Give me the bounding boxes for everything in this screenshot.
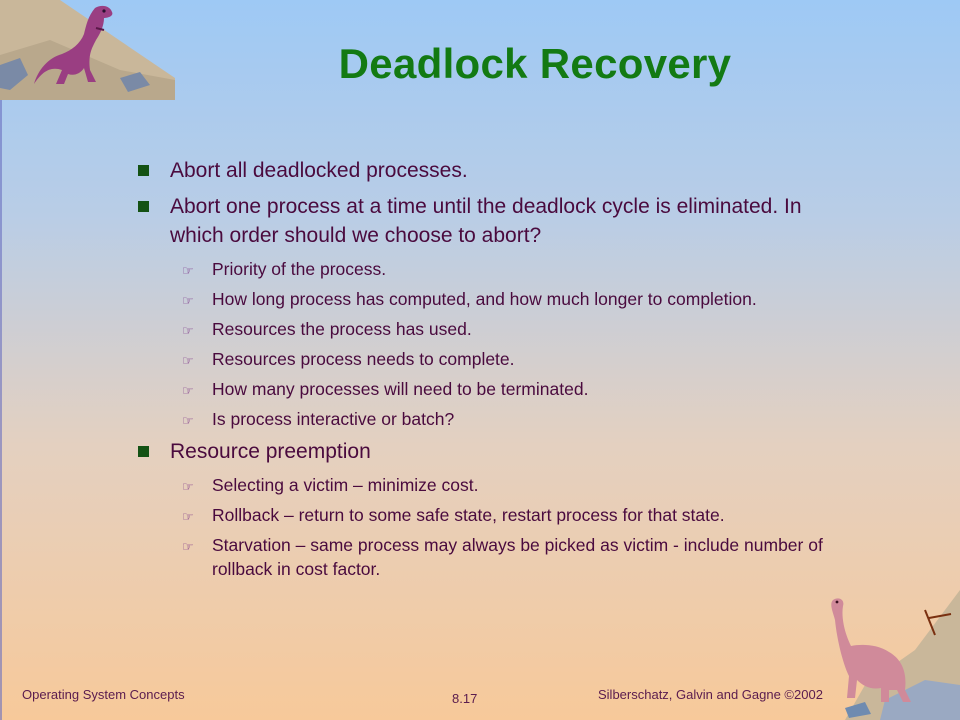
sub-bullet-text: Is process interactive or batch? (212, 409, 455, 429)
square-bullet-icon (138, 165, 149, 176)
pointing-hand-icon: ☞ (182, 414, 194, 429)
sub-bullet (130, 407, 860, 431)
sub-bullet (130, 533, 860, 581)
footer-copyright: Silberschatz, Galvin and Gagne ©2002 (598, 687, 823, 702)
pointing-hand-icon: ☞ (182, 324, 194, 339)
pointing-hand-icon: ☞ (182, 384, 194, 399)
sub-bullet (130, 287, 860, 311)
bullet-abort-one (130, 192, 860, 250)
pointing-hand-icon: ☞ (182, 354, 194, 369)
left-edge-line (0, 0, 2, 720)
bullet-text: Resource preemption (170, 440, 371, 463)
bullet-text: Abort one process at a time until the deadlock cycle is eliminated. In which order should we choose to abort? (170, 195, 802, 247)
pointing-hand-icon: ☞ (182, 480, 194, 495)
brontosaurus-dinosaur-icon (825, 590, 960, 720)
sub-bullet-text: Resources process needs to complete. (212, 349, 515, 369)
sub-bullet (130, 473, 860, 497)
pointing-hand-icon: ☞ (182, 510, 194, 525)
bullet-text: Abort all deadlocked processes. (170, 159, 468, 182)
square-bullet-icon (138, 446, 149, 457)
sub-bullet (130, 377, 860, 401)
pointing-hand-icon: ☞ (182, 264, 194, 279)
t-rex-dinosaur-icon (0, 0, 175, 100)
sub-bullet (130, 257, 860, 281)
sub-bullet-text: Starvation – same process may always be picked as victim - include number of rollback in cost factor. (212, 535, 823, 579)
sub-bullet-text: Selecting a victim – minimize cost. (212, 475, 479, 495)
bullet-resource-preemption (130, 437, 860, 466)
slide-title: Deadlock Recovery (338, 40, 732, 87)
bullet-abort-all (130, 156, 860, 185)
footer-course-name: Operating System Concepts (22, 687, 185, 702)
sub-bullet-text: Rollback – return to some safe state, restart process for that state. (212, 505, 725, 525)
sub-bullet-text: How many processes will need to be terminated. (212, 379, 589, 399)
pointing-hand-icon: ☞ (182, 294, 194, 309)
sub-bullet (130, 503, 860, 527)
sub-bullet-text: Resources the process has used. (212, 319, 472, 339)
square-bullet-icon (138, 201, 149, 212)
sub-bullet-text: Priority of the process. (212, 259, 387, 279)
pointing-hand-icon: ☞ (182, 540, 194, 555)
sub-bullet (130, 347, 860, 371)
sub-bullet-text: How long process has computed, and how much longer to completion. (212, 289, 757, 309)
sub-bullet (130, 317, 860, 341)
slide-content (130, 156, 860, 587)
footer-slide-number: 8.17 (452, 691, 478, 706)
